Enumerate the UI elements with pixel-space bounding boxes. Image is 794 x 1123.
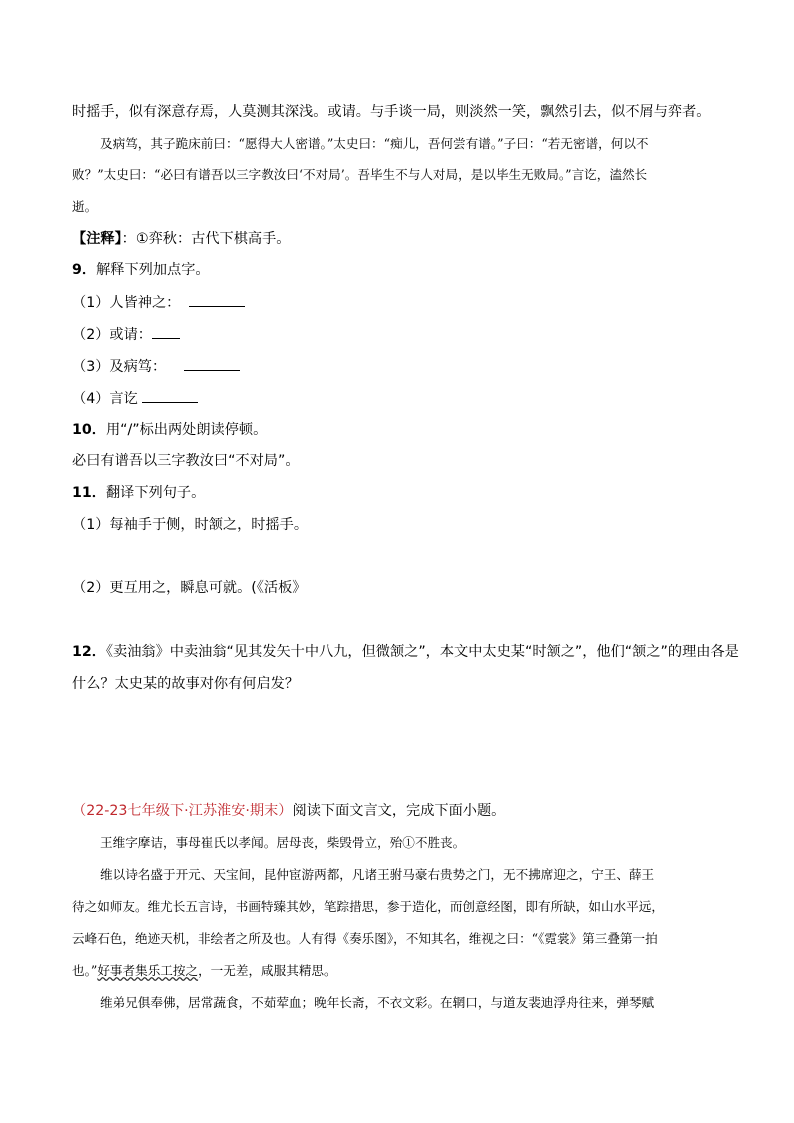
passage-2-line: 维以诗名盛于开元、天宝间，昆仲宦游两都，凡诸王驸马豪右贵势之门，无不拂席迎之，宁王、薛王 xyxy=(100,867,655,882)
passage-2-line: 王维字摩诘，事母崔氏以孝闻。居母丧，柴毁骨立，殆①不胜丧。 xyxy=(100,835,466,850)
passage-line: 败？”太史曰：“必曰有谱吾以三字教汝曰‘不对局’。吾毕生不与人对局，是以毕生无败局。”言讫，溘然长 xyxy=(72,167,648,182)
question-10-sentence: 必曰有谱吾以三字教汝曰“不对局”。 xyxy=(72,453,300,469)
passage-2-line: 云峰石色，绝迹天机，非绘者之所及也。人有得《奏乐图》，不知其名，维视之曰：“《霓裳》第三叠第一拍 xyxy=(72,931,658,946)
question-11-item-1: （1）每袖手于侧，时颔之，时摇手。 xyxy=(72,517,309,533)
question-number: 11． xyxy=(72,485,106,501)
question-9-item-4 xyxy=(72,388,198,409)
answer-blank[interactable] xyxy=(142,388,198,403)
question-text: 翻译下列句子。 xyxy=(105,485,206,501)
spacer xyxy=(166,359,184,375)
section-header xyxy=(72,801,505,821)
question-12-line-2: 什么？太史某的故事对你有何启发？ xyxy=(72,676,300,692)
passage-line: 时摇手，似有深意存焉，人莫测其深浅。或请。与手谈一局，则淡然一笑，飘然引去，似不屑与弈者。 xyxy=(72,104,711,120)
question-9-item-1 xyxy=(72,292,245,313)
question-9-item-2 xyxy=(72,324,180,345)
question-number: 9． xyxy=(72,262,97,278)
answer-blank[interactable] xyxy=(184,356,240,371)
passage-2-line: 待之如师友。维尤长五言诗，书画特臻其妙，笔踪措思，参于造化，而创意经图，即有所缺，如山水平远， xyxy=(72,899,664,914)
question-number: 12． xyxy=(72,644,106,660)
question-9 xyxy=(72,260,210,280)
item-text: （3）及病笃： xyxy=(72,359,167,375)
annotation-label: 【注释】 xyxy=(72,231,122,247)
source-tag: （22-23七年级下·江苏淮安·期末） xyxy=(72,803,293,819)
passage-2-line xyxy=(72,961,337,981)
answer-blank[interactable] xyxy=(152,324,180,339)
underlined-sentence: 好事者集乐工按之 xyxy=(97,963,199,978)
question-text: 《卖油翁》中卖油翁“见其发矢十中八九，但微颔之”，本文中太史某“时颔之”，他们“颔之”的理由各是 xyxy=(105,644,739,660)
annotation-note xyxy=(72,229,290,249)
answer-blank[interactable] xyxy=(189,292,245,307)
passage-line: 逝。 xyxy=(72,199,98,214)
question-number: 10． xyxy=(72,422,106,438)
item-text: （4）言讫 xyxy=(72,391,138,407)
question-text: 解释下列加点字。 xyxy=(96,262,210,278)
passage-line: 及病笃，其子跪床前曰：“愿得大人密谱。”太史曰：“痴儿，吾何尝有谱。”子曰：“若无密谱，何以不 xyxy=(100,136,649,151)
question-11 xyxy=(72,483,205,503)
question-11-item-2: （2）更互用之，瞬息可就。(《活板》 xyxy=(72,580,307,596)
passage-2-line: 维弟兄俱奉佛，居常蔬食，不茹荤血；晚年长斋，不衣文彩。在辋口，与道友裴迪浮舟往来，弹琴赋 xyxy=(100,995,655,1010)
question-10 xyxy=(72,420,267,440)
text-run: ，一无差，咸服其精思。 xyxy=(198,963,337,978)
item-text: （2）或请： xyxy=(72,327,152,343)
text-run: 也。” xyxy=(72,963,98,978)
annotation-text: ：①弈秋：古代下棋高手。 xyxy=(121,231,291,247)
spacer xyxy=(180,295,189,311)
item-text: （1）人皆神之： xyxy=(72,295,181,311)
question-9-item-3 xyxy=(72,356,240,377)
question-text: 用“/”标出两处朗读停顿。 xyxy=(105,422,268,438)
section-instruction: 阅读下面文言文，完成下面小题。 xyxy=(292,803,506,819)
question-12 xyxy=(72,642,739,662)
